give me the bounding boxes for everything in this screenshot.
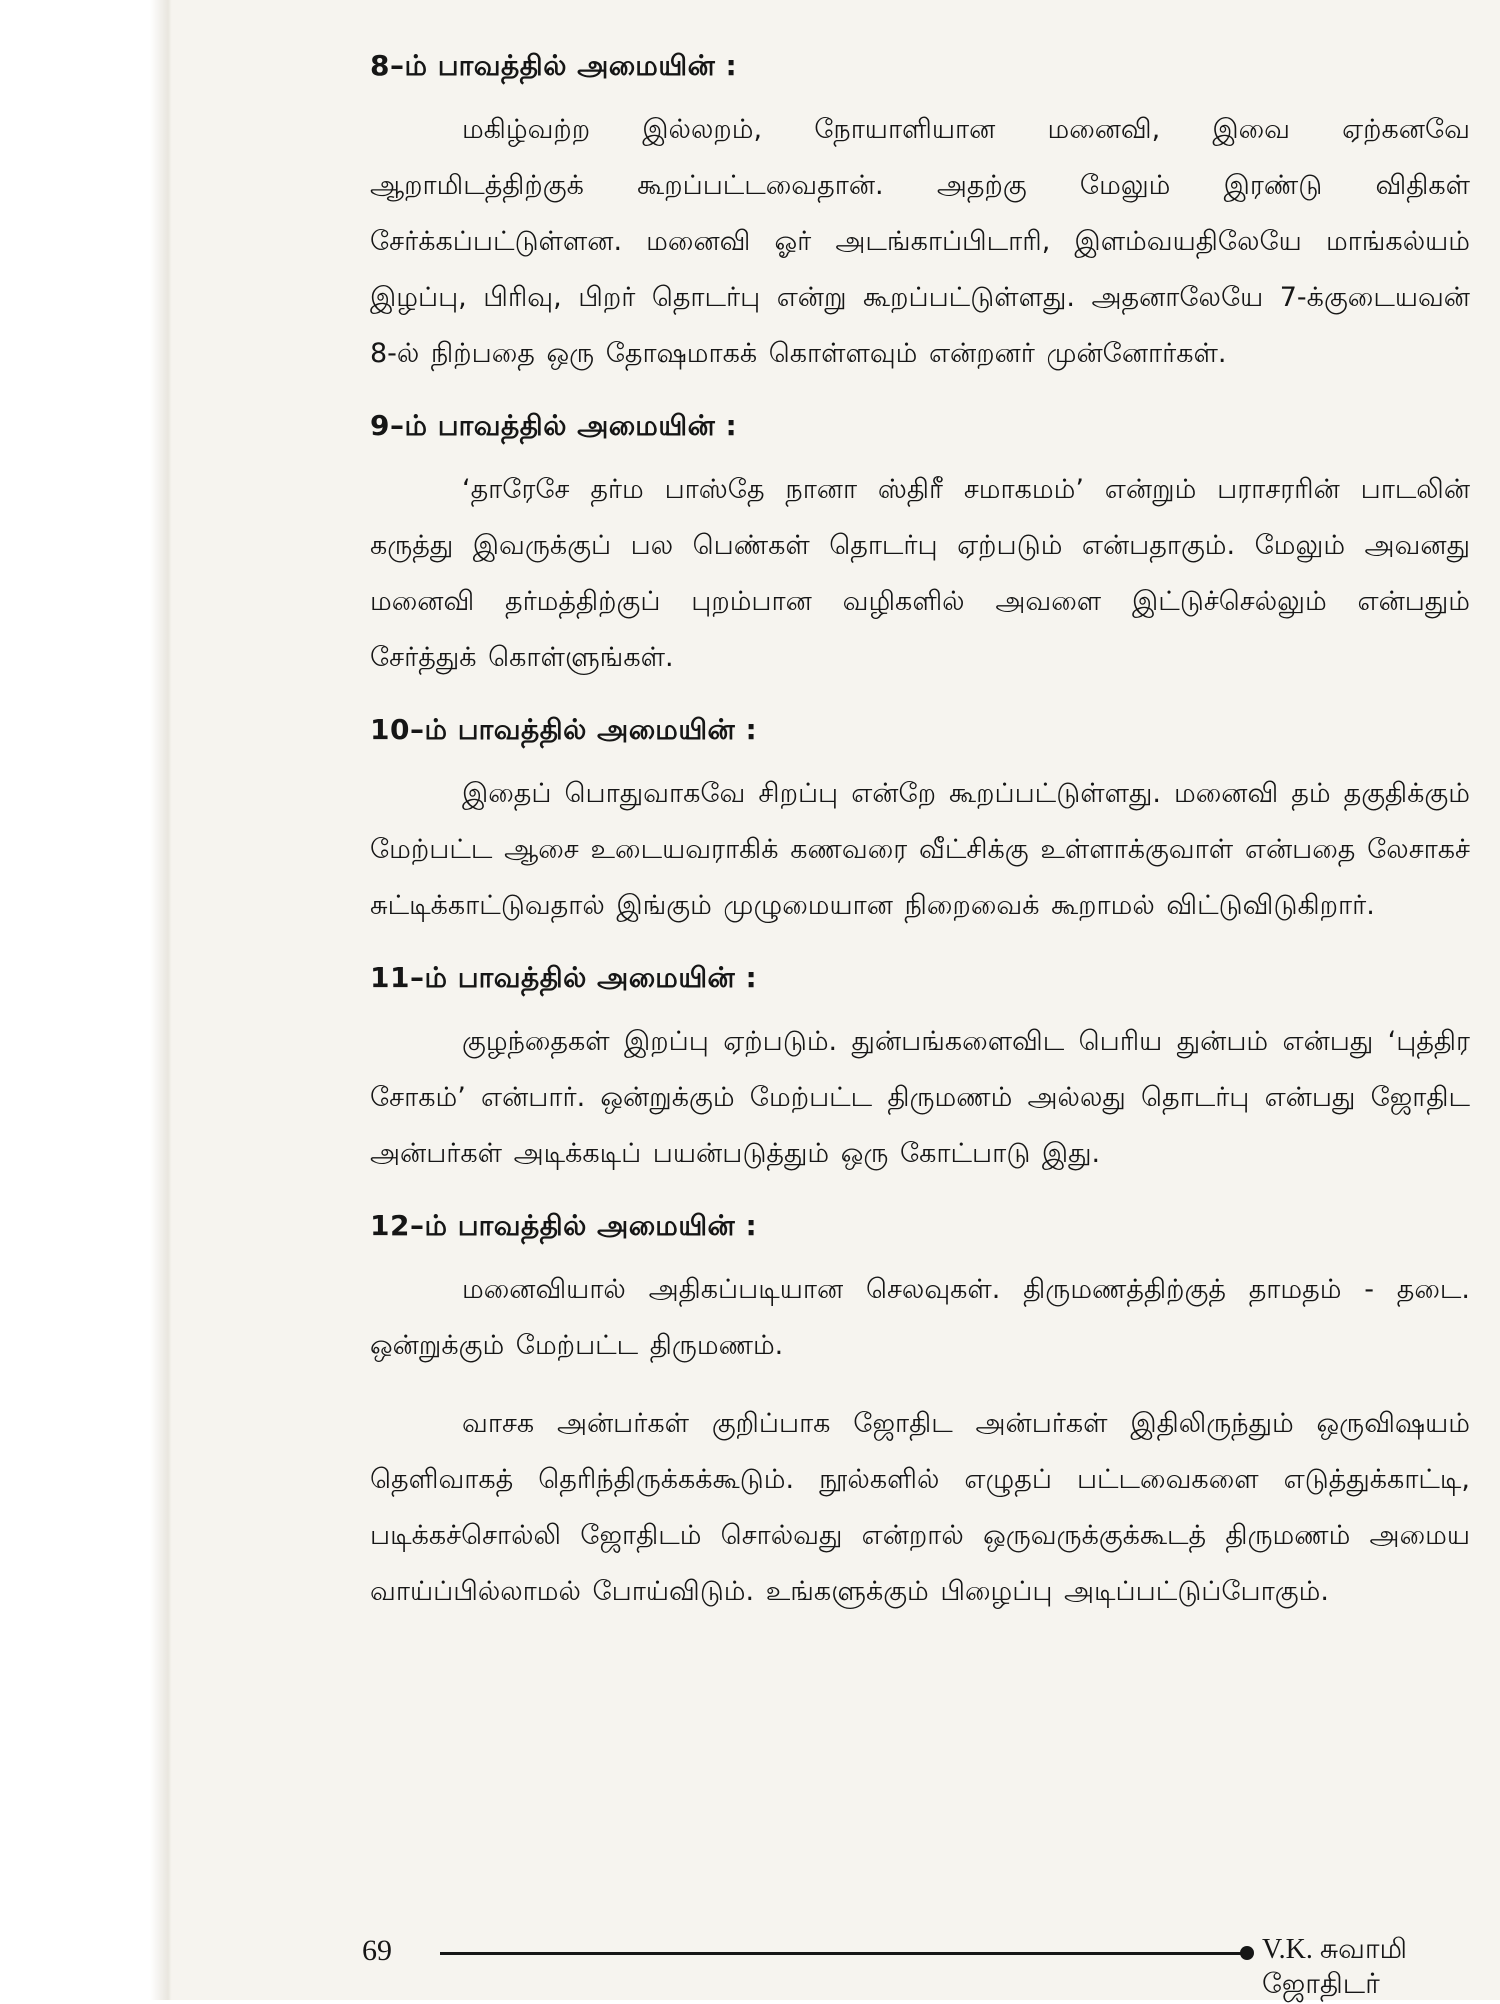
footer-bullet [1240,1946,1254,1960]
page-content [370,44,1470,1642]
section-heading: 9–ம் பாவத்தில் அமையின் : [370,409,738,442]
section-8 [370,44,1470,382]
closing-paragraph: வாசக அன்பர்கள் குறிப்பாக ஜோதிட அன்பர்கள் இதிலிருந்தும் ஒருவிஷயம் தெளிவாகத் தெரிந்திருக்கக்கூடும். நூல்களில் எழுதப் பட்டவைகளை எடுத்துக்காட்டி, படிக்கச்சொல்லி ஜோதிடம் சொல்வது என்றால் ஒருவருக்குக்கூடத் திருமணம் அமைய வாய்ப்பில்லாமல் போய்விடும். உங்களுக்கும் பிழைப்பு அடிப்பட்டுப்போகும். [370,1408,1470,1607]
scan-margin [0,0,172,2000]
section-11 [370,956,1470,1182]
section-paragraph: மகிழ்வற்ற இல்லறம், நோயாளியான மனைவி, இவை ஏற்கனவே ஆறாமிடத்திற்குக் கூறப்பட்டவைதான். அதற்கு மேலும் இரண்டு விதிகள் சேர்க்கப்பட்டுள்ளன. மனைவி ஓர் அடங்காப்பிடாரி, இளம்வயதிலேயே மாங்கல்யம் இழப்பு, பிரிவு, பிறர் தொடர்பு என்று கூறப்பட்டுள்ளது. அதனாலேயே 7-க்குடையவன் 8-ல் நிற்பதை ஒரு தோஷமாகக் கொள்ளவும் என்றனர் முன்னோர்கள். [370,114,1470,369]
section-heading: 10–ம் பாவத்தில் அமையின் : [370,713,758,746]
book-page [172,0,1500,2000]
section-paragraph: ‘தாரேசே தர்ம பாஸ்தே நானா ஸ்திரீ சமாகமம்’ என்றும் பராசரரின் பாடலின் கருத்து இவருக்குப் பல பெண்கள் தொடர்பு ஏற்படும் என்பதாகும். மேலும் அவனது மனைவி தர்மத்திற்குப் புறம்பான வழிகளில் அவளை இட்டுச்செல்லும் என்பதும் சேர்த்துக் கொள்ளுங்கள். [370,474,1470,673]
section-heading: 8–ம் பாவத்தில் அமையின் : [370,49,738,82]
page-number: 69 [362,1934,392,1967]
section-9 [370,404,1470,686]
footer-author: V.K. சுவாமி ஜோதிடர் [1262,1934,1408,2000]
footer-rule [440,1952,1248,1955]
section-heading: 11–ம் பாவத்தில் அமையின் : [370,961,758,994]
section-paragraph: இதைப் பொதுவாகவே சிறப்பு என்றே கூறப்பட்டுள்ளது. மனைவி தம் தகுதிக்கும் மேற்பட்ட ஆசை உடையவராகிக் கணவரை வீட்சிக்கு உள்ளாக்குவாள் என்பதை லேசாகச் சுட்டிக்காட்டுவதால் இங்கும் முழுமையான நிறைவைக் கூறாமல் விட்டுவிடுகிறார். [370,778,1470,921]
section-heading: 12–ம் பாவத்தில் அமையின் : [370,1209,758,1242]
section-paragraph: குழந்தைகள் இறப்பு ஏற்படும். துன்பங்களைவிட பெரிய துன்பம் என்பது ‘புத்திர சோகம்’ என்பார். ஒன்றுக்கும் மேற்பட்ட திருமணம் அல்லது தொடர்பு என்பது ஜோதிட அன்பர்கள் அடிக்கடிப் பயன்படுத்தும் ஒரு கோட்பாடு இது. [370,1026,1470,1169]
section-paragraph: மனைவியால் அதிகப்படியான செலவுகள். திருமணத்திற்குத் தாமதம் - தடை. ஒன்றுக்கும் மேற்பட்ட திருமணம். [370,1274,1470,1361]
page-footer [362,1934,1472,2000]
section-12 [370,1204,1470,1620]
section-10 [370,708,1470,934]
